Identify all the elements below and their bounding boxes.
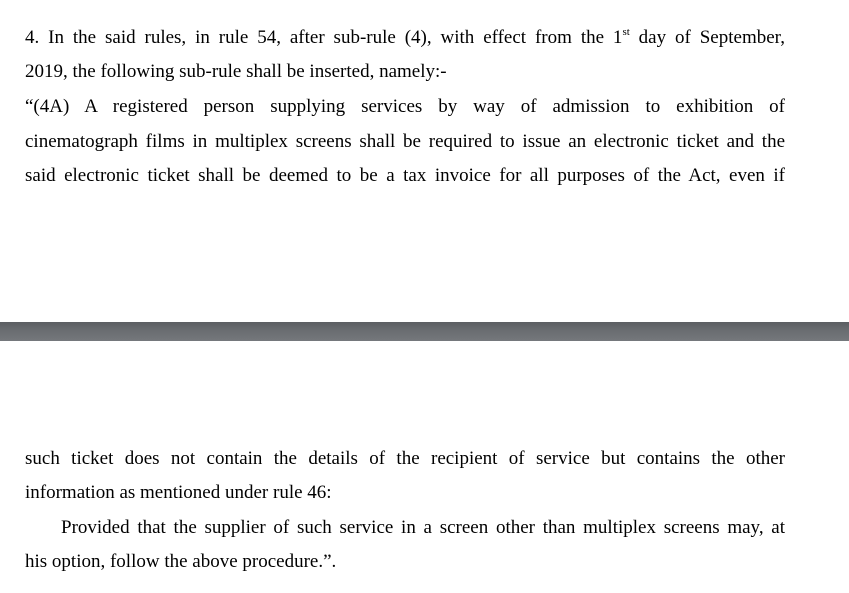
rule-amendment-line-1 [25,27,785,49]
sub-rule-4a-continuation-line-2: information as mentioned under rule 46: [25,482,332,503]
sub-rule-4a-line-2: cinematograph films in multiplex screens shall be required to issue an electronic ticket and the [25,131,785,152]
proviso-line-2: his option, follow the above procedure.”. [25,551,337,572]
ordinal-superscript: st [622,26,630,38]
rule-amendment-text-after-superscript: day of September, [629,27,785,48]
page-separator [0,322,849,341]
document-page-bottom [0,341,849,593]
sub-rule-4a-line-3: said electronic ticket shall be deemed to be a tax invoice for all purposes of the Act, even if [25,165,785,186]
rule-amendment-line-2: 2019, the following sub-rule shall be inserted, namely:- [25,61,447,82]
sub-rule-4a-continuation-line-1: such ticket does not contain the details of the recipient of service but contains the other [25,448,785,469]
sub-rule-4a-line-1: “(4A) A registered person supplying services by way of admission to exhibition of [25,96,785,117]
rule-amendment-text-before-superscript: 4. In the said rules, in rule 54, after sub-rule (4), with effect from the 1 [25,27,623,48]
proviso-line-1: Provided that the supplier of such service in a screen other than multiplex screens may, at [61,517,785,538]
